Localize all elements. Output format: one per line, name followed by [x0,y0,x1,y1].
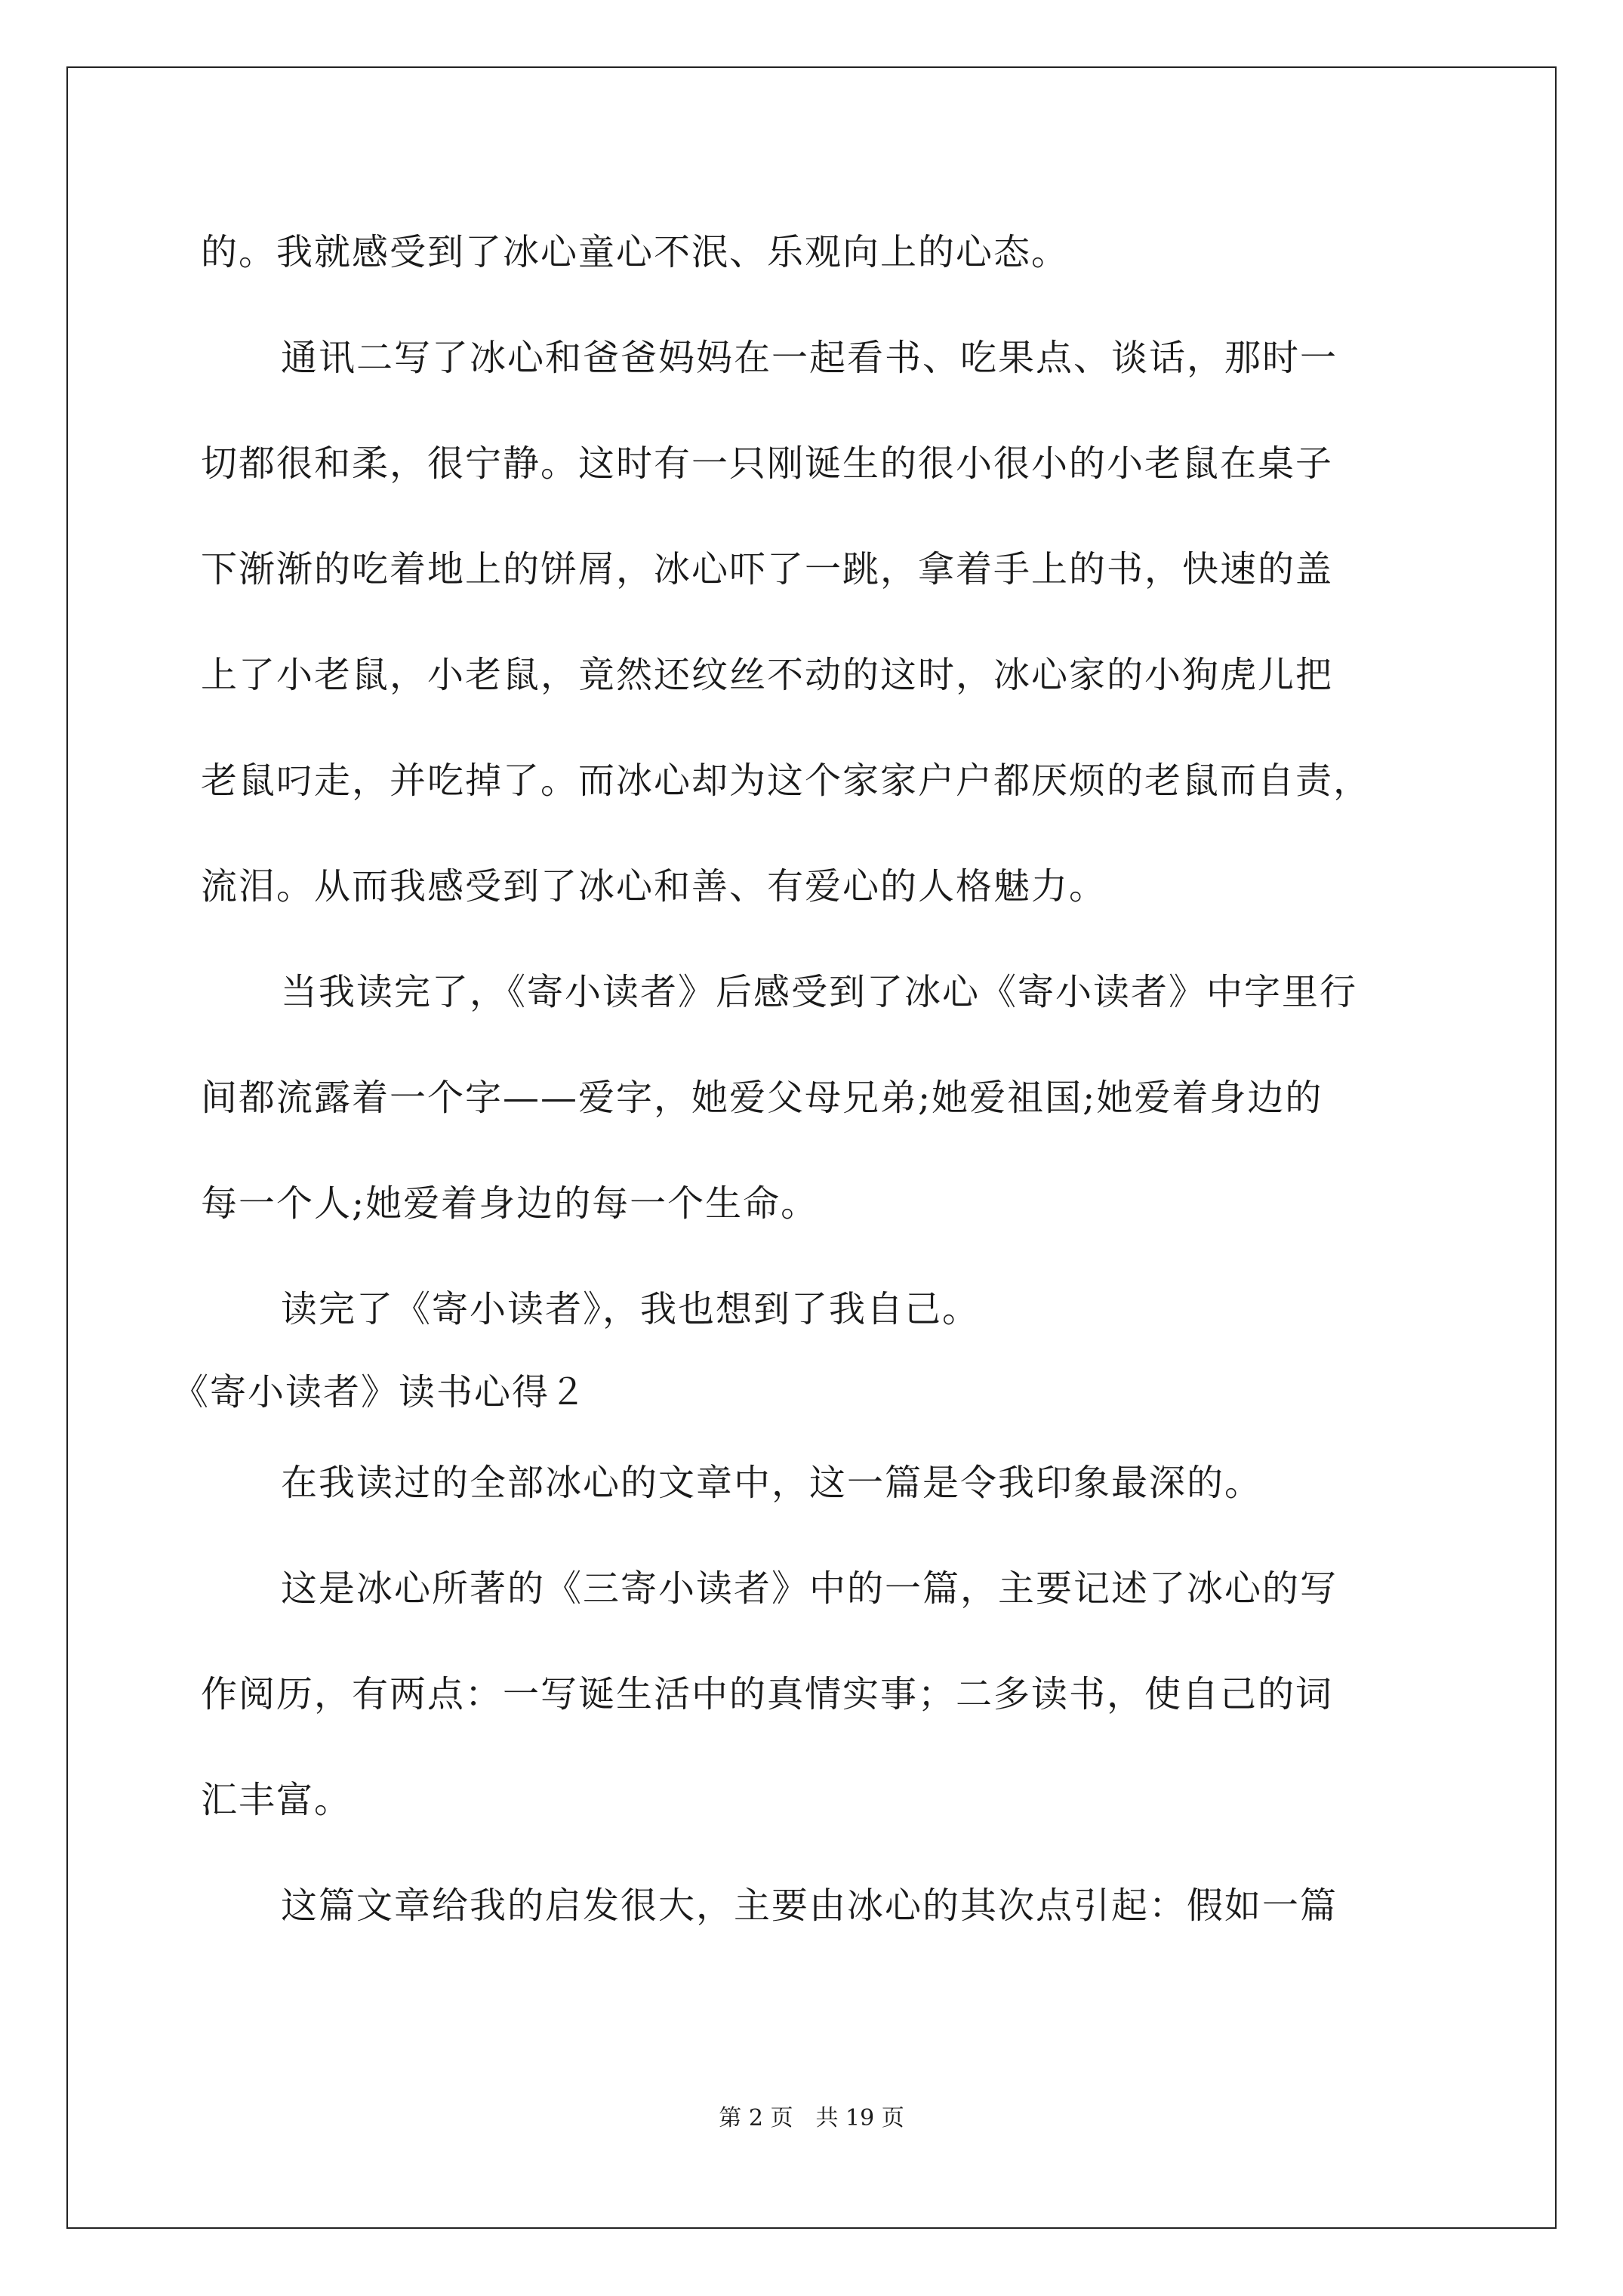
text-line: 在我读过的全部冰心的文章中，这一篇是令我印象最深的。 [281,1462,1263,1504]
text-line: 的。我就感受到了冰心童心不泯、乐观向上的心态。 [201,231,1070,273]
section-heading: 《寄小读者》读书心得２ [172,1371,588,1413]
page-footer: 第 2 页 共 19 页 [719,2105,904,2131]
text-line: 老鼠叼走，并吃掉了。而冰心却为这个家家户户都厌烦的老鼠而自责， [201,760,1372,802]
text-line: 每一个人;她爱着身边的每一个生命。 [201,1182,819,1225]
text-line: 切都很和柔，很宁静。这时有一只刚诞生的很小很小的小老鼠在桌子 [201,442,1334,485]
text-line: 流泪。从而我感受到了冰心和善、有爱心的人格魅力。 [201,865,1107,908]
text-line: 读完了《寄小读者》，我也想到了我自己。 [281,1288,981,1330]
text-line: 下渐渐的吃着地上的饼屑，冰心吓了一跳，拿着手上的书，快速的盖 [201,548,1334,590]
text-line: 通讯二写了冰心和爸爸妈妈在一起看书、吃果点、谈话，那时一 [281,337,1338,379]
text-line: 上了小老鼠，小老鼠，竟然还纹丝不动的这时，冰心家的小狗虎儿把 [201,654,1334,696]
text-line: 汇丰富。 [201,1779,353,1821]
text-line: 间都流露着一个字——爱字，她爱父母兄弟;她爱祖国;她爱着身边的 [201,1077,1323,1119]
text-line: 当我读完了，《寄小读者》后感受到了冰心《寄小读者》中字里行 [281,971,1358,1013]
text-line: 作阅历，有两点：一写诞生活中的真情实事；二多读书，使自己的词 [201,1673,1334,1715]
text-line: 这是冰心所著的《三寄小读者》中的一篇，主要记述了冰心的写 [281,1567,1338,1610]
text-line: 这篇文章给我的启发很大，主要由冰心的其次点引起：假如一篇 [281,1885,1338,1927]
